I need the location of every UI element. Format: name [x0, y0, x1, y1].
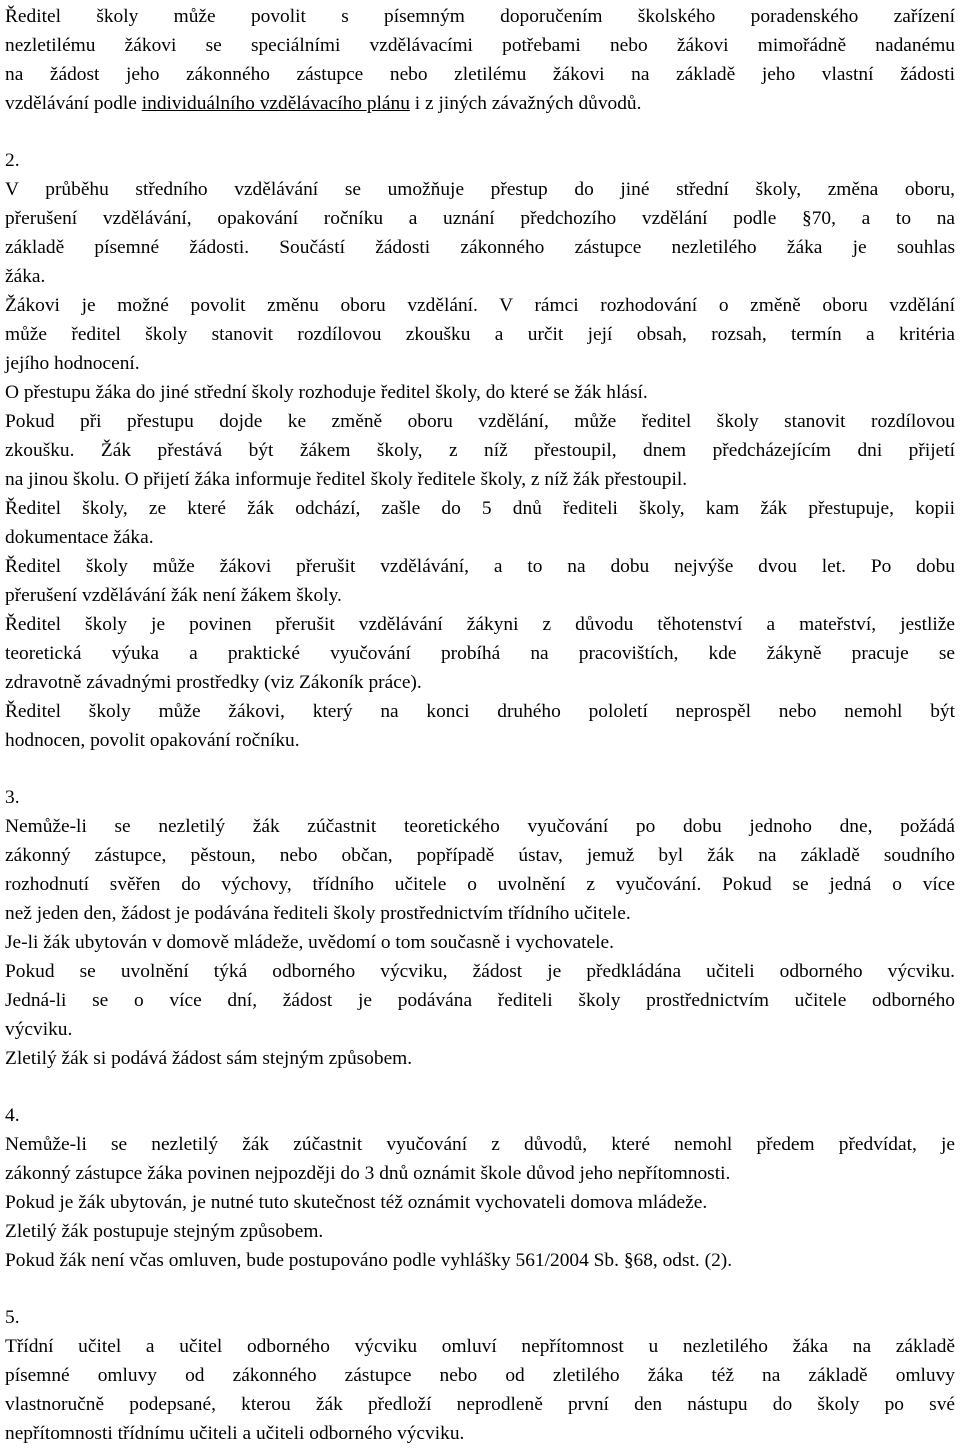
text-line: Ředitel školy může povolit s písemným doporučením školského poradenského zařízení: [5, 6, 955, 27]
section-number: 2.: [5, 150, 20, 171]
text-line: V průběhu středního vzdělávání se umožňuje přestup do jiné střední školy, změna oboru,: [5, 179, 955, 200]
text-line: přerušení vzdělávání, opakování ročníku a uznání předchozího vzdělání podle §70, a to na: [5, 208, 955, 229]
text-line: zkoušku. Žák přestává být žákem školy, z níž přestoupil, dnem předcházejícím dni přijetí: [5, 440, 955, 461]
text-line: Pokud se uvolnění týká odborného výcviku, žádost je předkládána učiteli odborného výcviku.: [5, 961, 955, 982]
text-line: Ředitel školy může žákovi přerušit vzdělávání, a to na dobu nejvýše dvou let. Po dobu: [5, 556, 955, 577]
text-line: vlastnoručně podepsané, kterou žák předloží neprodleně první den nástupu do školy po své: [5, 1394, 955, 1415]
text-line: Žákovi je možné povolit změnu oboru vzdělání. V rámci rozhodování o změně oboru vzdělání: [5, 295, 955, 316]
text-line: dokumentace žáka.: [5, 527, 154, 548]
text-line: Ředitel školy je povinen přerušit vzdělávání žákyni z důvodu těhotenství a mateřství, jestliže: [5, 614, 955, 635]
text-line: teoretická výuka a praktické vyučování probíhá na pracovištích, kde žákyně pracuje se: [5, 643, 955, 664]
text-line: žáka.: [5, 266, 46, 287]
text-line: jejího hodnocení.: [5, 353, 140, 374]
text-line: zákonný zástupce žáka povinen nejpozději do 3 dnů oznámit škole důvod jeho nepřítomnosti.: [5, 1163, 731, 1184]
text-line: výcviku.: [5, 1019, 73, 1040]
section-number: 4.: [5, 1105, 20, 1126]
text-line: Zletilý žák postupuje stejným způsobem.: [5, 1221, 324, 1242]
text-line: na žádost jeho zákonného zástupce nebo zletilému žákovi na základě jeho vlastní žádosti: [5, 64, 955, 85]
text-line: písemné omluvy od zákonného zástupce nebo od zletilého žáka též na základě omluvy: [5, 1365, 955, 1386]
section-number: 5.: [5, 1307, 20, 1328]
text-line: Pokud při přestupu dojde ke změně oboru vzdělání, může ředitel školy stanovit rozdílovou: [5, 411, 955, 432]
text-line: [5, 89, 955, 118]
text-line: Pokud žák není včas omluven, bude postupováno podle vyhlášky 561/2004 Sb. §68, odst. (2).: [5, 1250, 733, 1271]
line-text-before-link: vzdělávání podle: [5, 93, 142, 114]
text-line: základě písemné žádosti. Součástí žádosti zákonného zástupce nezletilého žáka je souhlas: [5, 237, 955, 258]
text-line: Jedná-li se o více dní, žádost je podávána řediteli školy prostřednictvím učitele odborného: [5, 990, 955, 1011]
text-line: rozhodnutí svěřen do výchovy, třídního učitele o uvolnění z vyučování. Pokud se jedná o více: [5, 874, 955, 895]
text-line: přerušení vzdělávání žák není žákem školy.: [5, 585, 342, 606]
text-line: zdravotně závadnými prostředky (viz Zákoník práce).: [5, 672, 422, 693]
text-line: zákonný zástupce, pěstoun, nebo občan, popřípadě ústav, jemuž byl žák na základě soudního: [5, 845, 955, 866]
text-line: Třídní učitel a učitel odborného výcviku omluví nepřítomnost u nezletilého žáka na základě: [5, 1336, 955, 1357]
section-number: 3.: [5, 787, 20, 808]
text-line: nepřítomnosti třídnímu učiteli a učiteli odborného výcviku.: [5, 1423, 465, 1444]
text-line: než jeden den, žádost je podávána řediteli školy prostřednictvím třídního učitele.: [5, 903, 631, 924]
text-line: Nemůže-li se nezletilý žák zúčastnit teoretického vyučování po dobu jednoho dne, požádá: [5, 816, 955, 837]
text-line: nezletilému žákovi se speciálními vzdělávacími potřebami nebo žákovi mimořádně nadanému: [5, 35, 955, 56]
text-line: Ředitel školy, ze které žák odchází, zašle do 5 dnů řediteli školy, kam žák přestupuje, kopii: [5, 498, 955, 519]
text-line: hodnocen, povolit opakování ročníku.: [5, 730, 300, 751]
individual-plan-link[interactable]: individuálního vzdělávacího plánu: [141, 93, 410, 114]
text-line: O přestupu žáka do jiné střední školy rozhoduje ředitel školy, do které se žák hlásí.: [5, 382, 648, 403]
text-line: Nemůže-li se nezletilý žák zúčastnit vyučování z důvodů, které nemohl předem předvídat, je: [5, 1134, 955, 1155]
text-line: může ředitel školy stanovit rozdílovou zkoušku a určit její obsah, rozsah, termín a kritéria: [5, 324, 955, 345]
text-line: Pokud je žák ubytován, je nutné tuto skutečnost též oznámit vychovateli domova mládeže.: [5, 1192, 708, 1213]
text-line: Je-li žák ubytován v domově mládeže, uvědomí o tom současně i vychovatele.: [5, 932, 615, 953]
line-text-after-link: i z jiných závažných důvodů.: [409, 93, 642, 114]
text-line: Zletilý žák si podává žádost sám stejným způsobem.: [5, 1048, 413, 1069]
text-line: na jinou školu. O přijetí žáka informuje ředitel školy ředitele školy, z níž žák přestoupil.: [5, 469, 688, 490]
text-line: Ředitel školy může žákovi, který na konci druhého pololetí neprospěl nebo nemohl být: [5, 701, 955, 722]
